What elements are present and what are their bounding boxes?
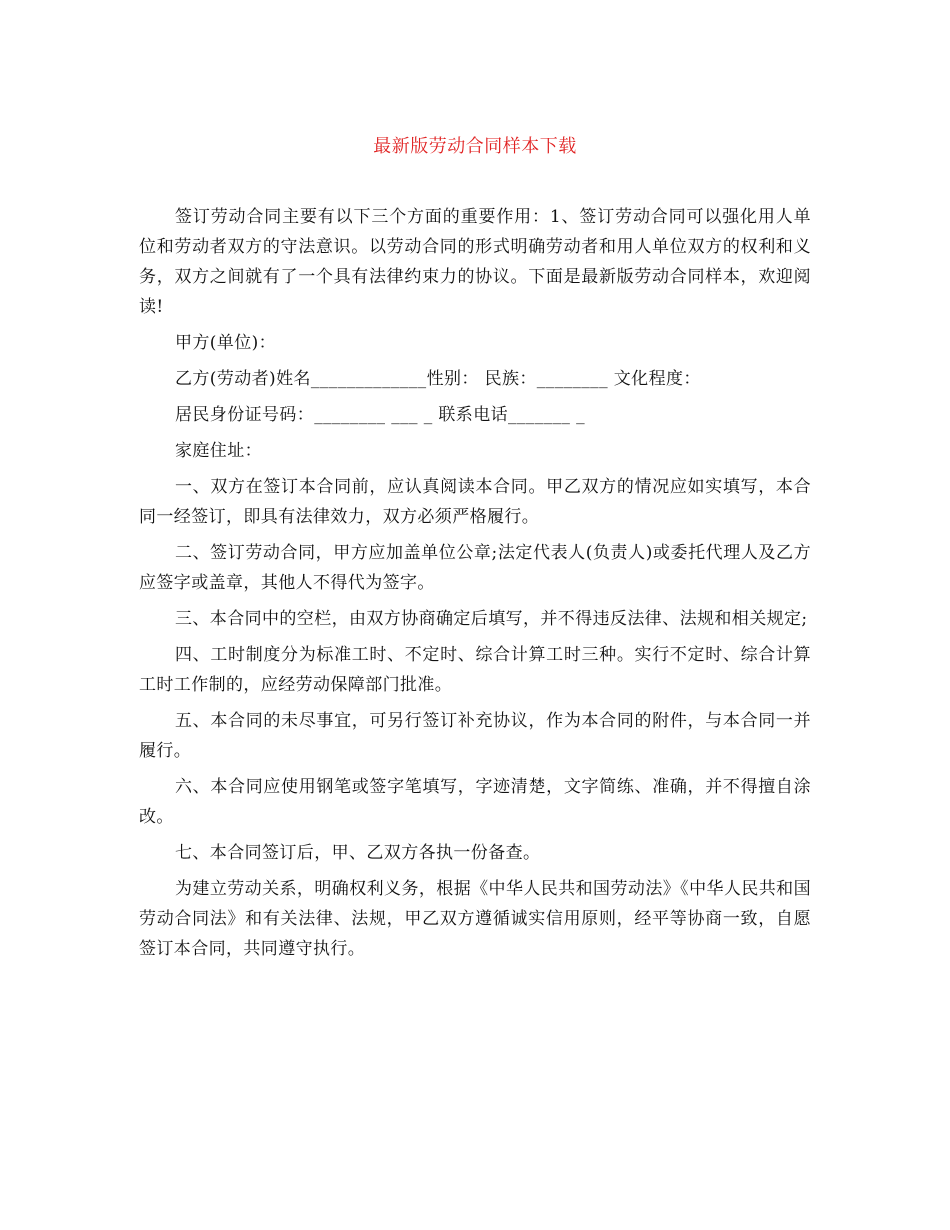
document-title: 最新版劳动合同样本下载 [373,136,577,157]
clause-paragraph: 七、本合同签订后，甲、乙双方各执一份备查。 [175,843,541,863]
address-field: 家庭住址： [175,441,262,461]
intro-paragraph: 签订劳动合同主要有以下三个方面的重要作用：1、签订劳动合同可以强化用人单位和劳动者双方的守法意识。以劳动合同的形式明确劳动者和用人单位双方的权利和义务，双方之间就有了一个具有法律约束力的协议。下面是最新版劳动合同样本，欢迎阅读! [139,207,811,317]
id-phone-field: 居民身份证号码：________ ___ _ 联系电话_______ _ [175,405,586,425]
clause-paragraph: 二、签订劳动合同，甲方应加盖单位公章;法定代表人(负责人)或委托代理人及乙方应签字或盖章，其他人不得代为签字。 [139,543,811,593]
party-a-field: 甲方(单位)： [175,333,277,353]
document-body [139,202,811,970]
party-b-field: 乙方(劳动者)姓名_____________性别： 民族：________ 文化程度： [175,369,701,389]
clause-paragraph: 六、本合同应使用钢笔或签字笔填写，字迹清楚，文字简练、准确，并不得擅自涂改。 [139,777,811,827]
closing-paragraph: 为建立劳动关系，明确权利义务，根据《中华人民共和国劳动法》《中华人民共和国劳动合同法》和有关法律、法规，甲乙双方遵循诚实信用原则，经平等协商一致，自愿签订本合同，共同遵守执行。 [139,879,811,959]
clause-paragraph: 四、工时制度分为标准工时、不定时、综合计算工时三种。实行不定时、综合计算工时工作制的，应经劳动保障部门批准。 [139,645,811,695]
clause-paragraph: 三、本合同中的空栏，由双方协商确定后填写，并不得违反法律、法规和相关规定; [175,609,808,629]
clause-paragraph: 一、双方在签订本合同前，应认真阅读本合同。甲乙双方的情况应如实填写，本合同一经签订，即具有法律效力，双方必须严格履行。 [139,477,811,527]
clause-paragraph: 五、本合同的未尽事宜，可另行签订补充协议，作为本合同的附件，与本合同一并履行。 [139,711,811,761]
